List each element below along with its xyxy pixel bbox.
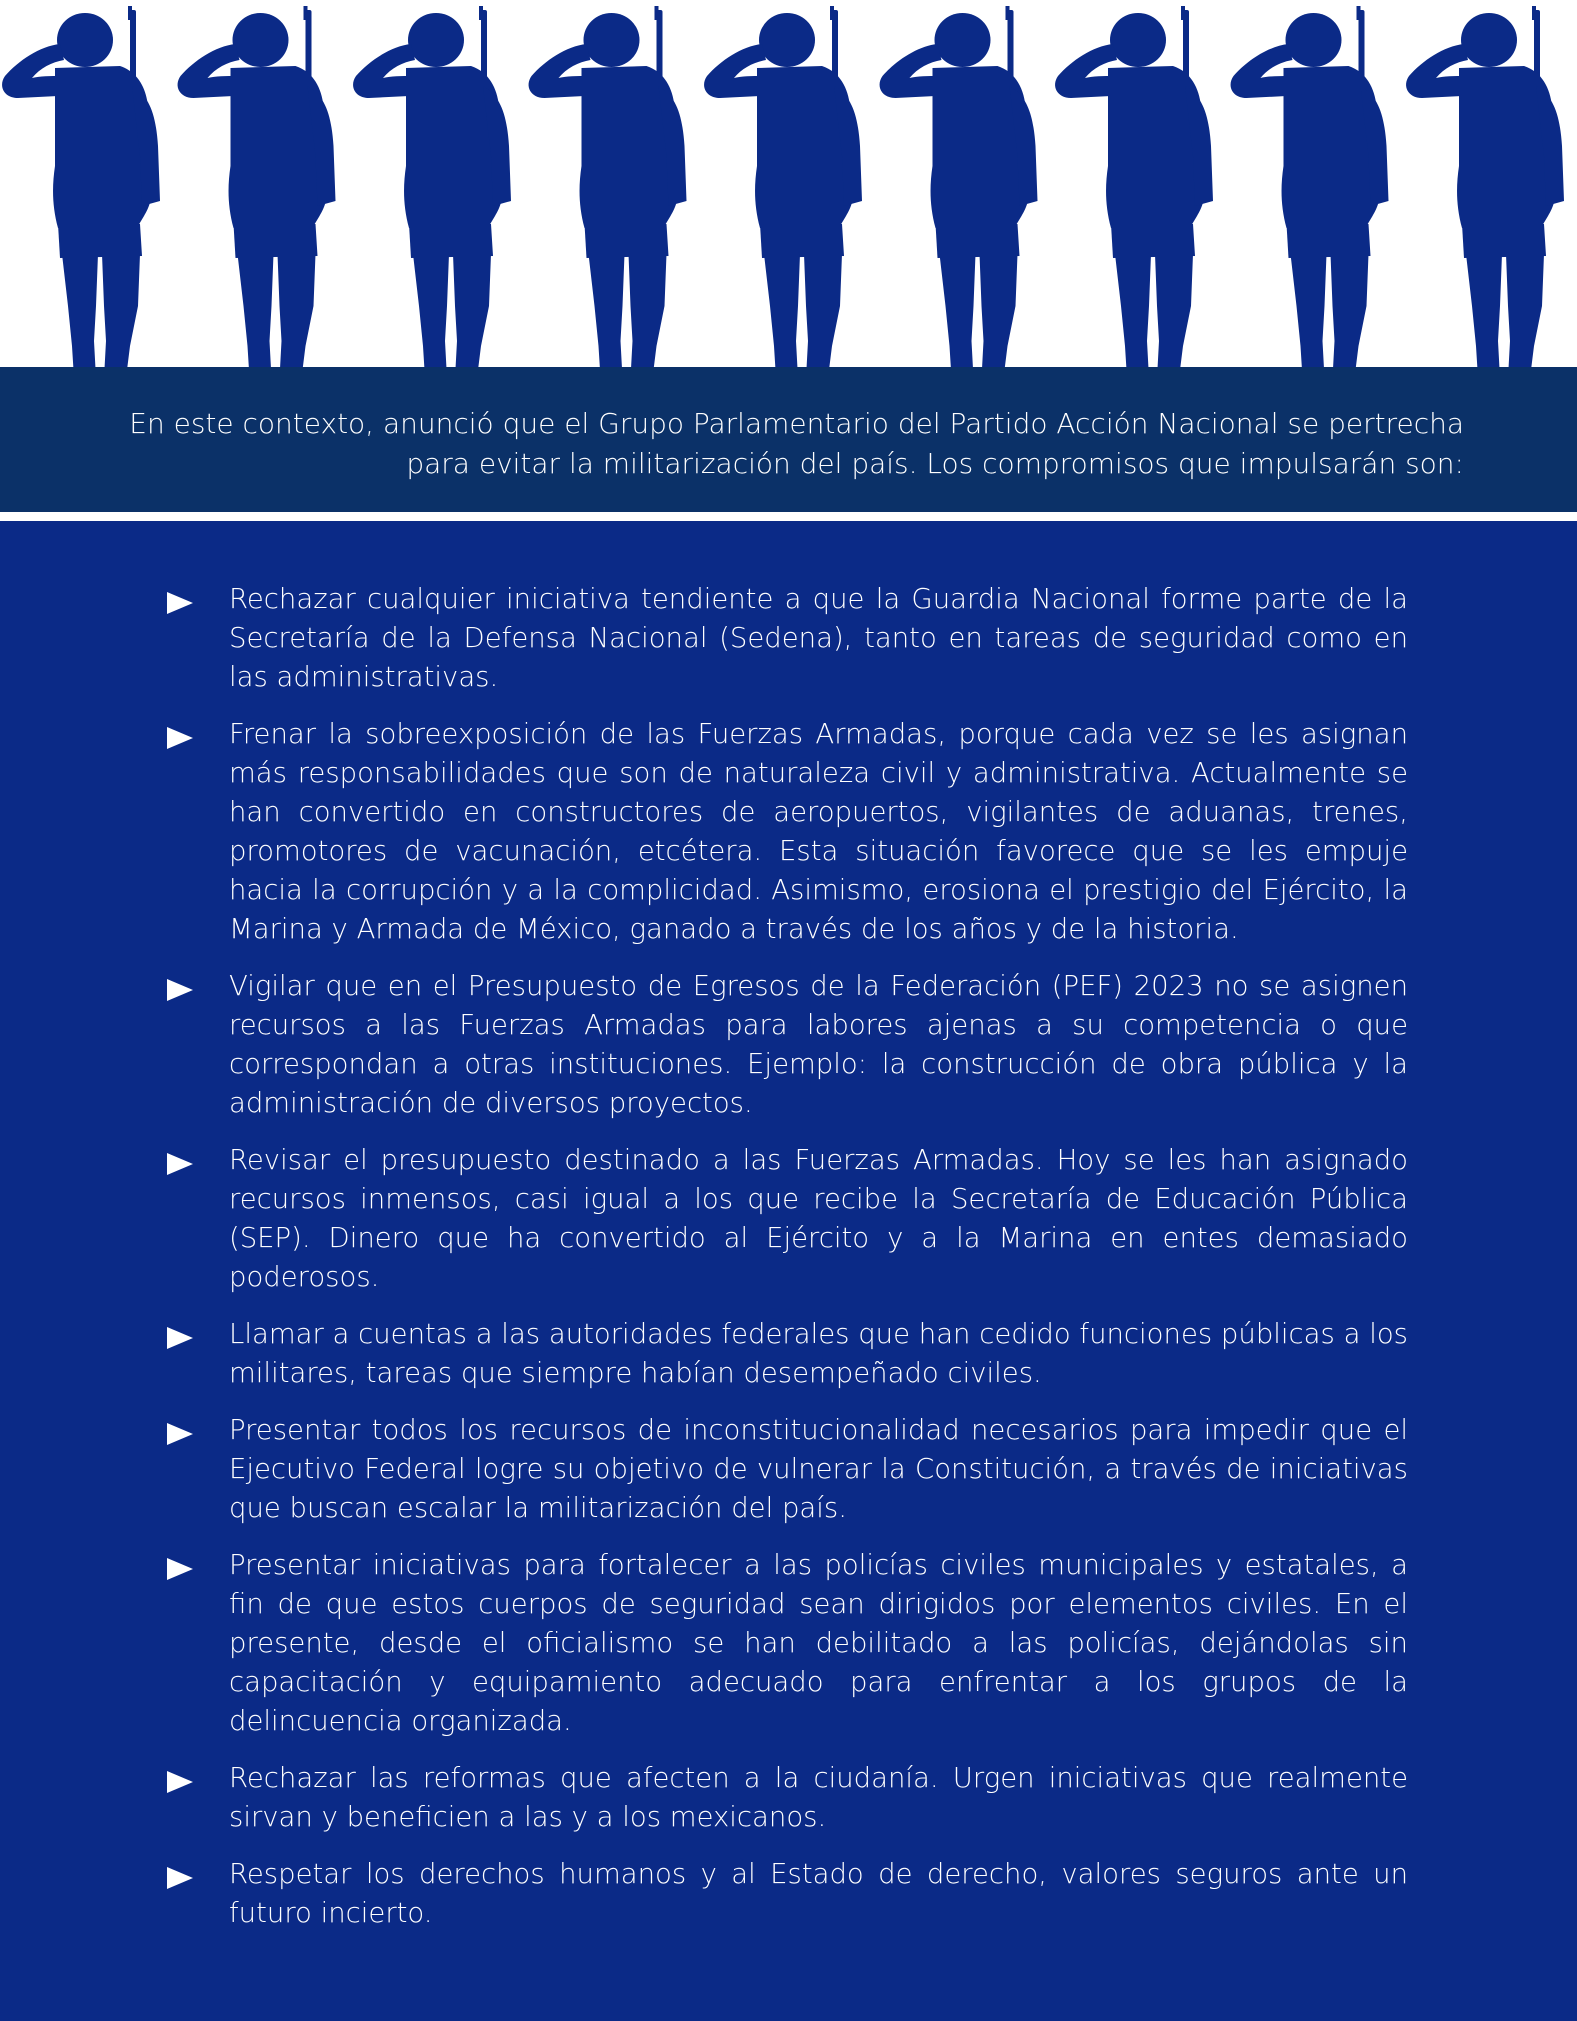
intro-paragraph: En este contexto, anunció que el Grupo Parlamentario del Partido Acción Nacional se pertrecha para evitar la militarización del país. Los compromisos que impulsarán son:	[129, 407, 1464, 480]
triangle-bullet-icon	[165, 1865, 195, 1891]
triangle-bullet-icon	[165, 1556, 195, 1582]
soldier-silhouette-icon	[353, 6, 511, 391]
list-item	[165, 1759, 1408, 1837]
commitment-text: Rechazar cualquier iniciativa tendiente a que la Guardia Nacional forme parte de la Secretaría de la Defensa Nacional (Sedena), tanto en tareas de seguridad como en las administrativas.	[229, 583, 1408, 693]
triangle-bullet-icon	[165, 1421, 195, 1447]
list-item	[165, 580, 1408, 697]
soldier-silhouette-icon	[704, 6, 862, 391]
commitment-text: Frenar la sobreexposición de las Fuerzas Armadas, porque cada vez se les asignan más responsabilidades que son de naturaleza civil y administrativa. Actualmente se han convertido en constructores de aeropuertos, vigilantes de aduanas, trenes, promotores de vacunación, etcétera. Esta situación favorece que se les empuje hacia la corrupción y a la complicidad. Asimismo, erosiona el prestigio del Ejército, la Marina y Armada de México, ganado a través de los años y de la historia.	[229, 718, 1408, 945]
list-item	[165, 1855, 1408, 1933]
soldier-silhouette-icon	[1406, 6, 1564, 391]
list-item	[165, 715, 1408, 949]
soldier-silhouette-icon	[2, 6, 160, 391]
soldier-silhouette-icon	[178, 6, 336, 391]
list-item	[165, 967, 1408, 1123]
commitment-text: Respetar los derechos humanos y al Estado de derecho, valores seguros ante un futuro incierto.	[229, 1858, 1408, 1929]
triangle-bullet-icon	[165, 725, 195, 751]
soldier-silhouette-icon	[529, 6, 687, 391]
commitment-text: Presentar todos los recursos de inconstitucionalidad necesarios para impedir que el Ejecutivo Federal logre su objetivo de vulnerar la Constitución, a través de iniciativas que buscan escalar la militarización del país.	[229, 1414, 1408, 1524]
commitment-text: Llamar a cuentas a las autoridades federales que han cedido funciones públicas a los militares, tareas que siempre habían desempeñado civiles.	[229, 1318, 1408, 1389]
soldier-silhouette-icon	[1055, 6, 1213, 391]
soldiers-header-illustration	[0, 0, 1577, 395]
list-item	[165, 1546, 1408, 1741]
commitment-text: Revisar el presupuesto destinado a las Fuerzas Armadas. Hoy se les han asignado recursos inmensos, casi igual a los que recibe la Secretaría de Educación Pública (SEP). Dinero que ha convertido al Ejército y a la Marina en entes demasiado poderosos.	[229, 1144, 1408, 1293]
list-item	[165, 1141, 1408, 1297]
soldier-silhouette-icon	[880, 6, 1038, 391]
triangle-bullet-icon	[165, 977, 195, 1003]
triangle-bullet-icon	[165, 1151, 195, 1177]
commitment-text: Rechazar las reformas que afecten a la ciudanía. Urgen iniciativas que realmente sirvan y beneficien a las y a los mexicanos.	[229, 1762, 1408, 1833]
commitment-text: Presentar iniciativas para fortalecer a las policías civiles municipales y estatales, a fin de que estos cuerpos de seguridad sean dirigidos por elementos civiles. En el presente, desde el oficialismo se han debilitado a las policías, dejándolas sin capacitación y equipamiento adecuado para enfrentar a los grupos de la delincuencia organizada.	[229, 1549, 1408, 1737]
soldier-silhouette-icon	[1231, 6, 1389, 391]
list-item	[165, 1315, 1408, 1393]
commitments-list	[165, 580, 1408, 1951]
soldier-silhouettes	[0, 0, 1577, 395]
triangle-bullet-icon	[165, 1769, 195, 1795]
commitments-panel	[0, 521, 1577, 2021]
triangle-bullet-icon	[165, 590, 195, 616]
commitment-text: Vigilar que en el Presupuesto de Egresos de la Federación (PEF) 2023 no se asignen recursos a las Fuerzas Armadas para labores ajenas a su competencia o que correspondan a otras instituciones. Ejemplo: la construcción de obra pública y la administración de diversos proyectos.	[229, 970, 1408, 1119]
list-item	[165, 1411, 1408, 1528]
triangle-bullet-icon	[165, 1325, 195, 1351]
